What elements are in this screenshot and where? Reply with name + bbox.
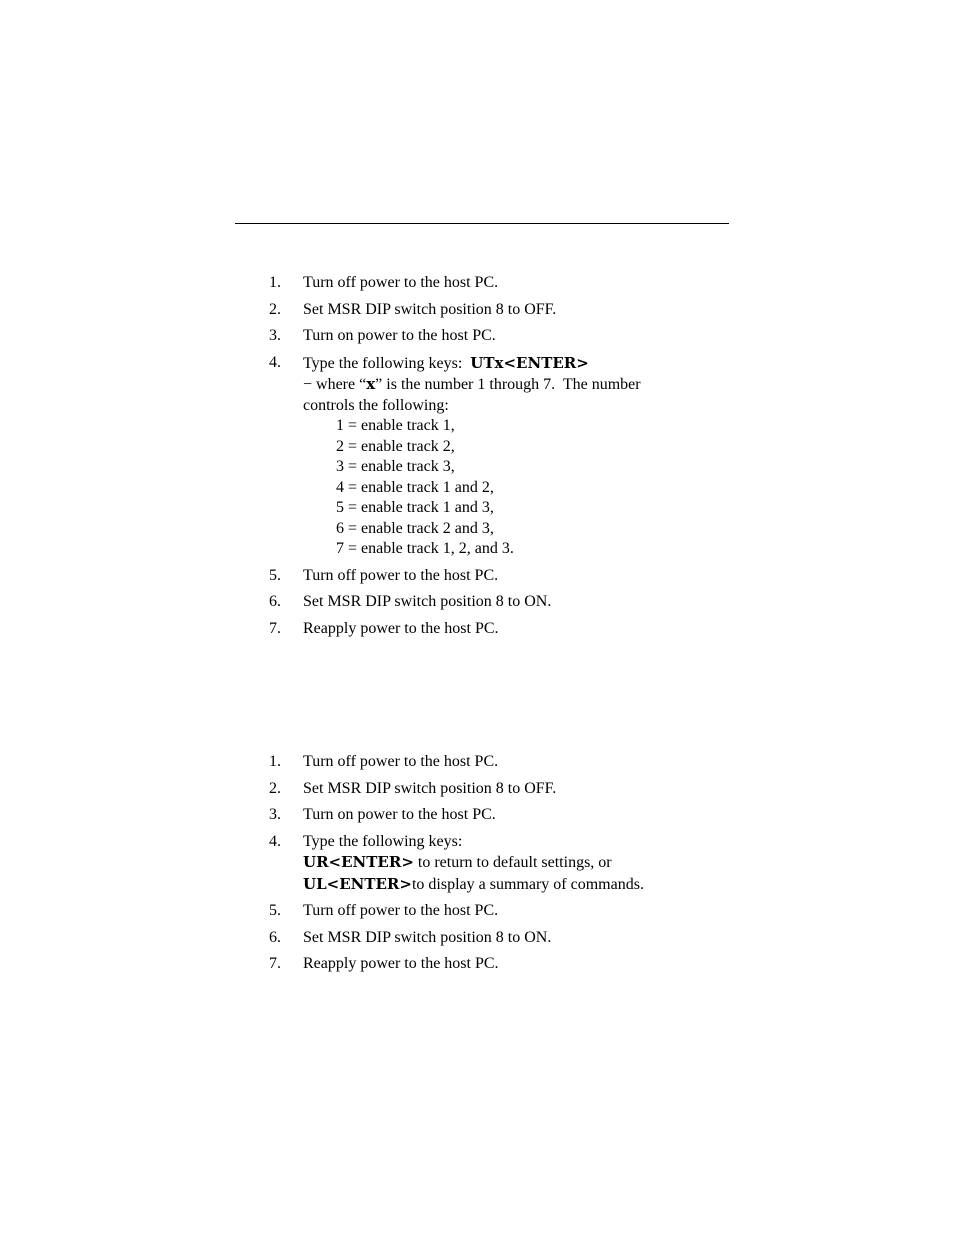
- step-text: Type the following keys:: [303, 832, 463, 850]
- list-item: [0, 592, 703, 613]
- list-item: [0, 928, 703, 949]
- step-number: 6.: [269, 928, 281, 946]
- step-text: Turn off power to the host PC.: [303, 902, 499, 919]
- step-text: Set MSR DIP switch position 8 to ON.: [303, 928, 552, 946]
- list-item: [0, 300, 703, 321]
- list-item: [0, 901, 703, 922]
- key-description: to return to default settings, or: [413, 854, 612, 871]
- step-key-line: [303, 874, 703, 896]
- step-text: Turn off power to the host PC.: [303, 566, 499, 584]
- step-number: 1.: [269, 753, 281, 770]
- restore-defaults-steps: [0, 752, 703, 981]
- list-item: [0, 954, 703, 975]
- step-key-line: [303, 852, 703, 874]
- step-number: 4.: [269, 832, 281, 850]
- header-rule: [235, 223, 729, 224]
- enable-tracks-steps: [0, 273, 703, 645]
- list-item: [0, 326, 703, 347]
- key-command: UL<ENTER>: [303, 874, 412, 893]
- option-item: 6 = enable track 2 and 3,: [336, 519, 494, 537]
- list-item: [0, 832, 703, 896]
- step-text: Turn on power to the host PC.: [303, 806, 496, 823]
- step-number: 2.: [269, 779, 281, 797]
- step-where: [303, 374, 703, 396]
- list-item: [0, 779, 703, 800]
- list-item: [0, 805, 703, 826]
- step-number: 7.: [269, 619, 281, 637]
- step-number: 5.: [269, 566, 281, 584]
- step-text: Set MSR DIP switch position 8 to ON.: [303, 593, 552, 610]
- step-number: 3.: [269, 806, 281, 823]
- list-item: [0, 619, 703, 640]
- step-text: Set MSR DIP switch position 8 to OFF.: [303, 779, 557, 797]
- option-item: 7 = enable track 1, 2, and 3.: [336, 540, 514, 557]
- step-text: Turn on power to the host PC.: [303, 327, 496, 344]
- step-text: Turn off power to the host PC.: [303, 274, 499, 291]
- option-item: 1 = enable track 1,: [336, 417, 455, 434]
- option-item: 4 = enable track 1 and 2,: [336, 478, 494, 496]
- step-text: Set MSR DIP switch position 8 to OFF.: [303, 300, 557, 318]
- step-text: Turn off power to the host PC.: [303, 753, 499, 770]
- step-number: 6.: [269, 593, 281, 610]
- step-controls: controls the following:: [303, 396, 449, 414]
- where-b: ” is the number 1 through 7. The number: [375, 376, 641, 393]
- step-number: 3.: [269, 327, 281, 344]
- key-command: UR<ENTER>: [303, 853, 414, 871]
- step-prefix: Type the following keys:: [303, 354, 471, 372]
- where-a: − where “: [303, 376, 367, 393]
- option-item: 3 = enable track 3,: [336, 458, 455, 475]
- step-number: 1.: [269, 274, 281, 291]
- key-command: UTx<ENTER>: [470, 353, 589, 372]
- step-number: 7.: [269, 955, 281, 972]
- list-item: [0, 566, 703, 587]
- list-item: [0, 273, 703, 294]
- where-x: x: [366, 375, 376, 393]
- step-number: 4.: [269, 353, 281, 371]
- step-number: 2.: [269, 300, 281, 318]
- key-description: to display a summary of commands.: [411, 875, 644, 893]
- step-text: Reapply power to the host PC.: [303, 619, 499, 637]
- step-text: [303, 353, 703, 375]
- option-item: 2 = enable track 2,: [336, 437, 455, 455]
- list-item: [0, 353, 703, 560]
- step-text: Reapply power to the host PC.: [303, 955, 499, 972]
- list-item: [0, 752, 703, 773]
- step-number: 5.: [269, 902, 281, 919]
- option-item: 5 = enable track 1 and 3,: [336, 499, 494, 516]
